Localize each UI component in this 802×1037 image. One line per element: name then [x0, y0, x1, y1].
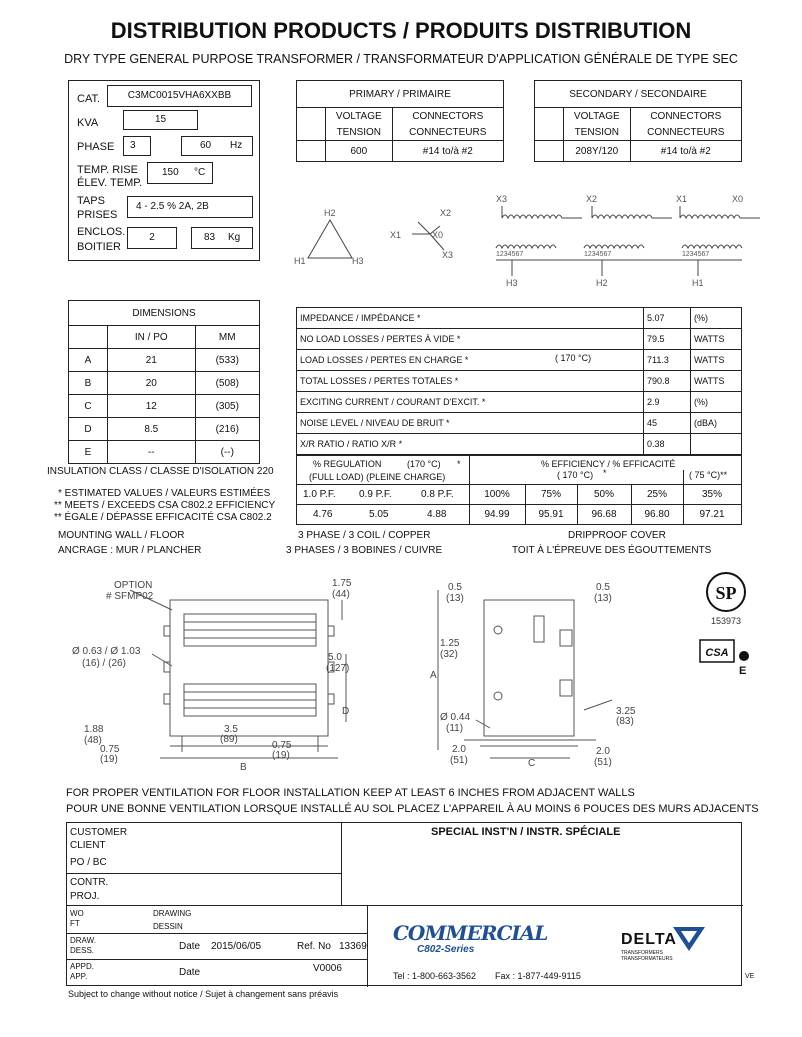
tap-numbers-3: 1234567	[682, 251, 710, 258]
table-row: E -- (--)	[69, 441, 260, 464]
temp-value: 150	[162, 167, 179, 178]
table-row: NOISE LEVEL / NIVEAU DE BRUIT * 45 (dBA)	[297, 413, 742, 434]
wye-label-x2: X2	[440, 208, 452, 218]
eff-value-1: 94.99	[484, 509, 510, 520]
table-row: NO LOAD LOSSES / PERTES À VIDE * 79.5 WATTS	[297, 329, 742, 350]
dim-325-mm: (83)	[616, 716, 634, 727]
footer-disclaimer: Subject to change without notice / Sujet à changement sans préavis	[68, 989, 339, 999]
table-row: EXCITING CURRENT / COURANT D'EXCIT. * 2.9 (%)	[297, 392, 742, 413]
dim-175: 1.75	[332, 578, 352, 589]
secondary-coil-2	[592, 206, 672, 218]
dim-20a: 2.0	[452, 744, 466, 755]
primary-table	[296, 80, 504, 162]
appd-label: APPD.	[70, 962, 95, 971]
reg-header-1: 1.0 P.F.	[303, 489, 336, 500]
wye-label-x0: X0	[432, 230, 444, 240]
secondary-connectors-header: CONNECTORS	[630, 108, 741, 125]
page-subtitle: DRY TYPE GENERAL PURPOSE TRANSFORMER / TRANSFORMATEUR D'APPLICATION GÉNÉRALE DE TYPE SEC	[64, 52, 738, 66]
secondary-title: SECONDARY / SECONDAIRE	[535, 81, 742, 108]
dim-20a-mm: (51)	[450, 755, 468, 766]
tap-numbers-2: 1234567	[584, 251, 612, 258]
dim-05b: 0.5	[596, 582, 610, 593]
ref-value: 13369	[339, 941, 367, 952]
customer-label: CUSTOMER	[70, 827, 128, 838]
reg-temp: (170 °C)	[407, 459, 441, 469]
reg-header-3: 0.8 P.F.	[421, 489, 454, 500]
po-label: PO / BC	[70, 857, 107, 868]
estimated-note: * ESTIMATED VALUES / VALEURS ESTIMÉES	[58, 488, 271, 499]
dim-20b: 2.0	[596, 746, 610, 757]
coil-label-x0: X0	[732, 194, 744, 204]
certification-marks	[690, 568, 762, 680]
title-block	[66, 822, 755, 986]
eff-header-3: 50%	[593, 489, 614, 500]
hole-dim: Ø 0.63 / Ø 1.03	[72, 646, 141, 657]
enclos-label: ENCLOS.	[77, 226, 126, 238]
primary-title: PRIMARY / PRIMAIRE	[297, 81, 504, 108]
coil-label-h3: H3	[506, 278, 518, 288]
egale-note: ** ÉGALE / DÉPASSE EFFICACITÉ CSA C802.2	[54, 512, 272, 523]
csa-number: 153973	[710, 616, 742, 626]
draw-label: DRAW.	[70, 936, 96, 945]
dessin-label: DESSIN	[153, 922, 183, 931]
secondary-voltage-header: VOLTAGE	[564, 108, 631, 125]
temp-unit: °C	[194, 167, 206, 178]
contr-label: CONTR.	[70, 877, 109, 888]
primary-coil-1	[496, 245, 556, 248]
taps-label-fr: PRISES	[77, 209, 118, 221]
taps-label: TAPS	[77, 195, 105, 207]
reg-star: *	[457, 459, 461, 469]
app-label: APP.	[70, 972, 88, 981]
date-label: Date	[179, 941, 201, 952]
wiring-diagram	[290, 190, 760, 290]
taps-value: 4 - 2.5 % 2A, 2B	[127, 196, 253, 218]
eff-value-2: 95.91	[538, 509, 564, 520]
hz-box	[181, 136, 253, 156]
coil-label-x2: X2	[586, 194, 598, 204]
eff-header-5: 35%	[701, 489, 722, 500]
delta-label-h3: H3	[352, 256, 364, 266]
eff-header-1: 100%	[484, 489, 510, 500]
specs-panel	[68, 80, 260, 261]
eff-header-2: 75%	[540, 489, 561, 500]
delta-symbol	[308, 220, 352, 258]
coil-label-h1: H1	[692, 278, 704, 288]
dim-075a-mm: (19)	[100, 754, 118, 765]
wye-label-x1: X1	[390, 230, 402, 240]
table-row: B 20 (508)	[69, 372, 260, 395]
eff-value-4: 96.80	[644, 509, 670, 520]
eff-temp: ( 170 °C)	[557, 470, 594, 480]
primary-connecteurs-header: CONNECTEURS	[392, 124, 503, 141]
dimensions-col-mm: MM	[195, 326, 259, 349]
temp-label-fr: ÉLEV. TEMP.	[77, 177, 143, 189]
dim-20b-mm: (51)	[594, 757, 612, 768]
csa-energy-text: CSA	[705, 647, 729, 659]
dim-125: 1.25	[440, 638, 460, 649]
cat-value: C3MC0015VHA6XXBB	[107, 85, 252, 107]
fax: Fax : 1-877-449-9115	[495, 971, 581, 981]
weight-box	[191, 227, 253, 249]
reg-value-1: 4.76	[313, 509, 333, 520]
table-row: IMPEDANCE / IMPÉDANCE * 5.07 (%)	[297, 308, 742, 329]
weight-unit: Kg	[228, 232, 241, 243]
letter-d: D	[342, 706, 350, 717]
delta-label-h2: H2	[324, 208, 336, 218]
client-label: CLIENT	[70, 840, 106, 851]
weight-value: 83	[204, 232, 216, 243]
page-title: DISTRIBUTION PRODUCTS / PRODUITS DISTRIBUTION	[110, 18, 692, 43]
mechanical-drawing	[60, 570, 640, 775]
phase-label: PHASE	[77, 141, 115, 153]
ventilation-note-fr: POUR UNE BONNE VENTILATION LORSQUE INSTALLÉ AU SOL PLACEZ L'APPAREIL À AU MOINS 6 POUCES DES MURS ADJACENTS	[66, 803, 759, 815]
c802-series-logo: C802-Series	[417, 944, 475, 955]
phase-value: 3	[123, 136, 151, 156]
commercial-logo: COMMERCIAL	[393, 921, 548, 945]
meets-note: ** MEETS / EXCEEDS CSA C802.2 EFFICIENCY	[54, 500, 276, 511]
letter-c: C	[528, 758, 536, 769]
delta-label-h1: H1	[294, 256, 306, 266]
ref-label: Ref. No	[297, 941, 331, 952]
insulation-class: INSULATION CLASS / CLASSE D'ISOLATION 220	[47, 466, 274, 477]
drawing-label: DRAWING	[153, 909, 192, 918]
reg-value-2: 5.05	[369, 509, 389, 520]
primary-connectors: #14 to/à #2	[392, 141, 503, 162]
reg-header-2: 0.9 P.F.	[359, 489, 392, 500]
date-value: 2015/06/05	[211, 941, 262, 952]
eff-header-4: 25%	[646, 489, 667, 500]
dim-50-mm: (127)	[326, 663, 350, 674]
kva-value: 15	[123, 110, 198, 130]
wye-label-x3: X3	[442, 250, 454, 260]
option-code: # SFMP02	[106, 591, 154, 602]
tap-numbers-1: 1234567	[496, 251, 524, 258]
telephone: Tel : 1-800-663-3562	[393, 971, 477, 981]
dim-05b-mm: (13)	[594, 593, 612, 604]
secondary-connectors: #14 to/à #2	[630, 141, 741, 162]
dim-075a: 0.75	[100, 744, 120, 755]
ft-label: FT	[70, 919, 80, 928]
dripproof-en: DRIPPROOF COVER	[568, 530, 666, 541]
secondary-coil-3	[680, 206, 760, 218]
eff-value-3: 96.68	[591, 509, 617, 520]
letter-b: B	[240, 762, 247, 773]
letter-a: A	[430, 670, 437, 681]
secondary-table	[534, 80, 742, 162]
dim-075b-mm: (19)	[272, 750, 290, 761]
primary-coil-2	[584, 245, 644, 248]
primary-voltage: 600	[326, 141, 393, 162]
side-view-outline	[484, 600, 574, 736]
eff-star: *	[603, 468, 607, 478]
option-label: OPTION	[114, 580, 153, 591]
reg-value-3: 4.88	[427, 509, 447, 520]
dim-05a-mm: (13)	[446, 593, 464, 604]
table-row: A 21 (533)	[69, 349, 260, 372]
table-row: C 12 (305)	[69, 395, 260, 418]
wo-label: WO	[70, 909, 84, 918]
dimensions-col-in: IN / PO	[108, 326, 196, 349]
eff-temp2: ( 75 °C)**	[689, 470, 728, 480]
delta-triangle-icon	[671, 923, 707, 953]
delta-logo: DELTA	[621, 931, 677, 948]
cat-label: CAT.	[77, 93, 101, 105]
table-row: LOAD LOSSES / PERTES EN CHARGE * ( 170 °C) 711.3 WATTS	[297, 350, 742, 371]
dim-188: 1.88	[84, 724, 104, 735]
delta-sub-2: TRANSFORMATEURS	[621, 956, 673, 962]
table-row: X/R RATIO / RATIO X/R * 0.38	[297, 434, 742, 455]
ve-mark: VE	[745, 973, 755, 980]
proj-label: PROJ.	[70, 891, 100, 902]
regulation-efficiency-panel	[296, 455, 742, 525]
dim-075b: 0.75	[272, 740, 292, 751]
delta-sub-1: TRANSFORMERS	[621, 950, 663, 956]
dim-125-mm: (32)	[440, 649, 458, 660]
dess-label: DESS.	[70, 946, 95, 955]
hz-value: 60	[200, 140, 212, 151]
version: V0006	[313, 963, 342, 974]
dim-044: Ø 0.44	[440, 712, 471, 723]
coil-label-x1: X1	[676, 194, 688, 204]
dim-50: 5.0	[328, 652, 342, 663]
phase-note-en: 3 PHASE / 3 COIL / COPPER	[298, 530, 431, 541]
special-instructions-label: SPECIAL INST'N / INSTR. SPÉCIALE	[431, 826, 621, 838]
phase-note-fr: 3 PHASES / 3 BOBINES / CUIVRE	[286, 545, 443, 556]
primary-voltage-header: VOLTAGE	[326, 108, 393, 125]
coil-label-h2: H2	[596, 278, 608, 288]
hole-dim-mm: (16) / (26)	[82, 658, 126, 669]
load-temp: ( 170 °C)	[555, 353, 592, 363]
csa-logo-text: SP	[715, 583, 737, 603]
dimensions-table	[68, 300, 260, 464]
primary-coil-3	[682, 245, 742, 248]
mounting-fr: ANCRAGE : MUR / PLANCHER	[58, 545, 202, 556]
temp-box	[147, 162, 213, 184]
dim-35-mm: (89)	[220, 734, 238, 745]
dim-35: 3.5	[224, 724, 238, 735]
secondary-voltage: 208Y/120	[564, 141, 631, 162]
table-row: D 8.5 (216)	[69, 418, 260, 441]
temp-label: TEMP. RISE	[77, 164, 138, 176]
secondary-tension-header: TENSION	[564, 124, 631, 141]
coil-label-x3: X3	[496, 194, 508, 204]
date2-label: Date	[179, 967, 201, 978]
primary-tension-header: TENSION	[326, 124, 393, 141]
enclos-label-fr: BOITIER	[77, 241, 122, 253]
hz-unit: Hz	[230, 140, 243, 151]
eff-value-5: 97.21	[699, 509, 725, 520]
kva-label: KVA	[77, 117, 99, 129]
enclos-value: 2	[127, 227, 177, 249]
dim-188-mm: (48)	[84, 735, 102, 746]
ventilation-note-en: FOR PROPER VENTILATION FOR FLOOR INSTALLATION KEEP AT LEAST 6 INCHES FROM ADJACENT WALLS	[66, 787, 635, 799]
primary-connectors-header: CONNECTORS	[392, 108, 503, 125]
dim-325: 3.25	[616, 706, 636, 717]
dim-044-mm: (11)	[446, 723, 464, 734]
secondary-connecteurs-header: CONNECTEURS	[630, 124, 741, 141]
reg-title: % REGULATION	[313, 459, 382, 469]
mounting-en: MOUNTING WALL / FLOOR	[58, 530, 185, 541]
reg-subtitle: (FULL LOAD) (PLEINE CHARGE)	[309, 472, 446, 482]
eff-title: % EFFICIENCY / % EFFICACITÉ	[541, 459, 676, 469]
secondary-coil-1	[502, 206, 582, 218]
table-row: TOTAL LOSSES / PERTES TOTALES * 790.8 WATTS	[297, 371, 742, 392]
performance-table	[296, 307, 742, 455]
dim-05a: 0.5	[448, 582, 462, 593]
csa-energy-mark: E	[739, 665, 747, 677]
dim-175-mm: (44)	[332, 589, 350, 600]
dripproof-fr: TOIT À L'ÉPREUVE DES ÉGOUTTEMENTS	[512, 545, 712, 556]
dimensions-title: DIMENSIONS	[69, 301, 260, 326]
